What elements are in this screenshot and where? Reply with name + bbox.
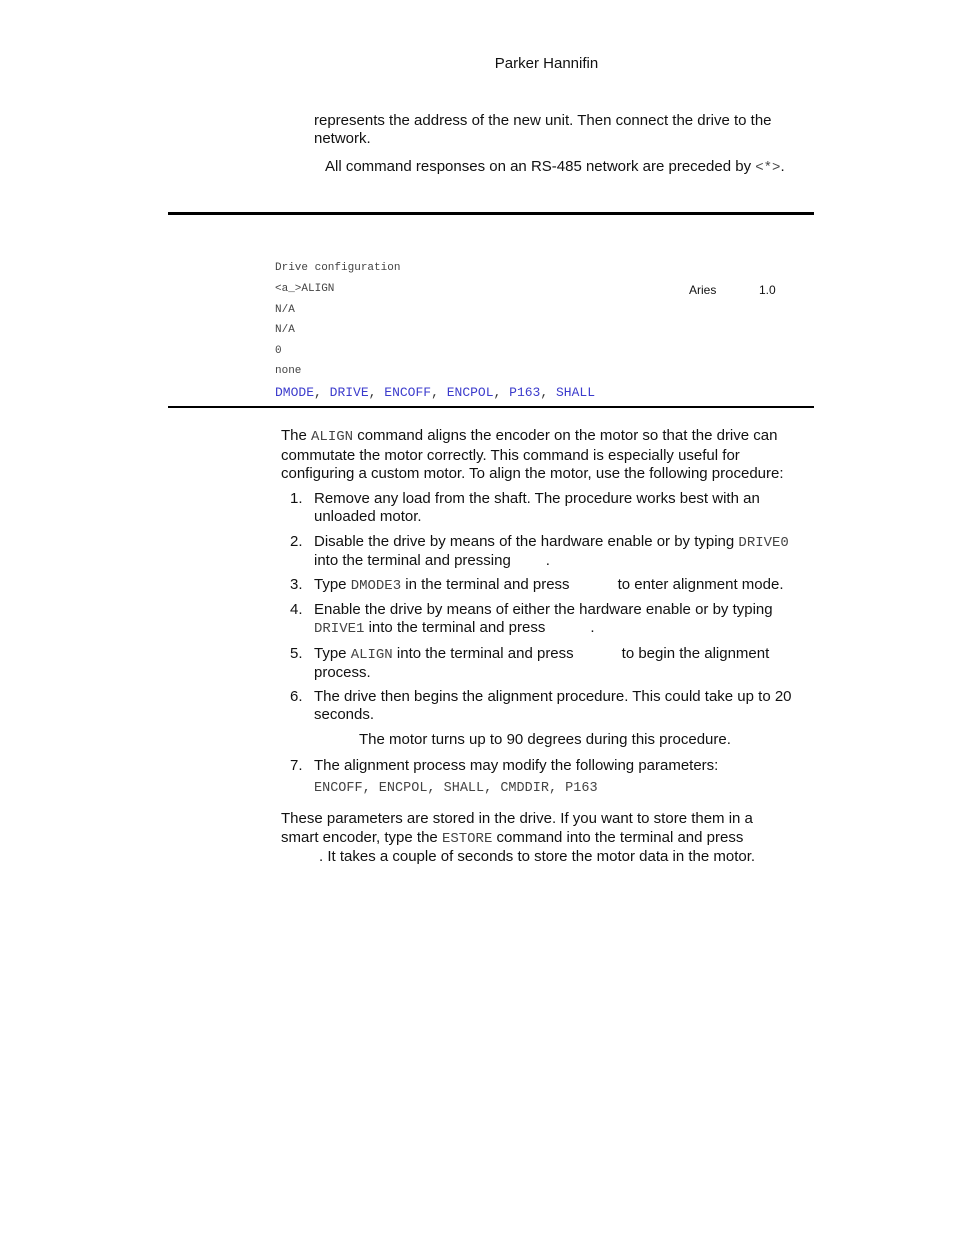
- warning-note: The motor turns up to 90 degrees during this procedure.: [359, 731, 731, 748]
- link-drive[interactable]: DRIVE: [329, 385, 369, 400]
- section-divider-bottom: [168, 406, 814, 408]
- link-dmode[interactable]: DMODE: [275, 385, 315, 400]
- section-divider-top: [168, 212, 814, 215]
- inline-command-drive0: DRIVE0: [738, 535, 789, 551]
- spec-units: N/A: [275, 304, 295, 316]
- spec-product: Aries: [689, 283, 717, 297]
- parameter-list: ENCOFF, ENCPOL, SHALL, CMDDIR, P163: [314, 781, 598, 796]
- spec-response: none: [275, 365, 302, 377]
- rs485-note-text: All command responses on an RS-485 network are preceded by: [325, 158, 752, 175]
- spec-version: 1.0: [759, 283, 776, 297]
- see-also-links: DMODE, DRIVE, ENCOFF, ENCPOL, P163, SHALL: [275, 385, 596, 400]
- link-encoff[interactable]: ENCOFF: [384, 385, 432, 400]
- rs485-note: [325, 158, 825, 176]
- spec-syntax: <a_>ALIGN: [275, 283, 335, 295]
- closing-paragraph: These parameters are stored in the drive. If you want to store them in a smart encoder, type the ESTORE command into the terminal and press . It takes a couple of seconds to store the motor data in the motor.: [281, 810, 756, 865]
- spec-default: 0: [275, 345, 282, 357]
- inline-command-dmode3: DMODE3: [350, 578, 402, 594]
- intro-line-1: represents the address of the new unit. Then connect the drive to the: [314, 112, 772, 129]
- page-header: Parker Hannifin: [494, 55, 599, 72]
- rs485-note-end: .: [780, 158, 785, 175]
- link-encpol[interactable]: ENCPOL: [446, 385, 494, 400]
- inline-command-estore: ESTORE: [441, 830, 493, 847]
- link-p163[interactable]: P163: [509, 385, 541, 400]
- description-paragraph: The ALIGN command aligns the encoder on the motor so that the drive can commutate the motor correctly. This command is especially useful for configuring a custom motor. To align the motor, use the following procedure:: [281, 427, 784, 482]
- rs485-symbol: <*>: [755, 160, 781, 176]
- intro-line-2: network.: [314, 130, 371, 147]
- link-shall[interactable]: SHALL: [556, 385, 596, 400]
- intro-paragraph: [314, 112, 804, 148]
- spec-type: Drive configuration: [275, 262, 401, 274]
- inline-command-align: ALIGN: [311, 429, 354, 445]
- spec-range: N/A: [275, 324, 295, 336]
- inline-command-align-step: ALIGN: [350, 647, 393, 663]
- inline-command-drive1: DRIVE1: [314, 621, 365, 637]
